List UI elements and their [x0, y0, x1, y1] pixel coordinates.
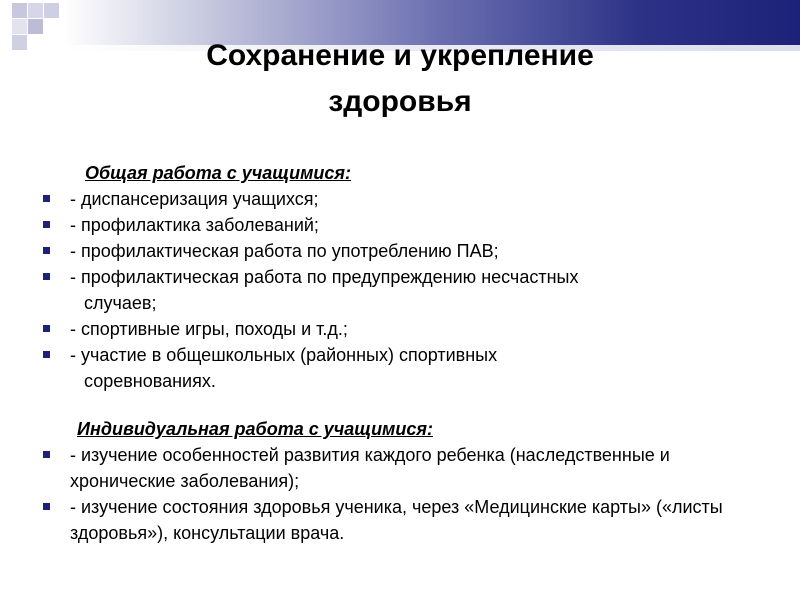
list-item-text: - участие в общешкольных (районных) спортивных — [70, 345, 498, 365]
list-item — [40, 494, 760, 546]
section-heading-general: Общая работа с учащимися: — [85, 163, 352, 183]
decorative-square — [12, 19, 27, 34]
section-heading-individual: Индивидуальная работа с учащимися: — [77, 419, 433, 439]
list-item-text: - профилактическая работа по употреблению ПАВ; — [70, 241, 499, 261]
list-item — [40, 186, 760, 212]
square-bullet-icon — [43, 451, 50, 458]
bullet-list-general — [40, 186, 760, 394]
square-bullet-icon — [43, 221, 50, 228]
list-item-continuation: соревнованиях. — [84, 371, 216, 391]
bullet-list-individual — [40, 442, 760, 546]
list-item — [40, 212, 760, 238]
list-item-text: - спортивные игры, походы и т.д.; — [70, 319, 348, 339]
square-bullet-icon — [43, 325, 50, 332]
list-item-text: - изучение особенностей развития каждого ребенка (наследственные и хронические заболевания); — [70, 445, 670, 491]
list-item — [40, 264, 760, 316]
slide-title — [100, 33, 700, 125]
list-item — [40, 442, 760, 494]
slide-body — [40, 160, 760, 546]
decorative-square — [12, 35, 27, 50]
decorative-square — [12, 3, 27, 18]
decorative-square — [28, 3, 43, 18]
square-bullet-icon — [43, 351, 50, 358]
square-bullet-icon — [43, 195, 50, 202]
square-bullet-icon — [43, 273, 50, 280]
slide-title-line-1: Сохранение и укрепление — [206, 39, 594, 72]
decorative-square — [44, 3, 59, 18]
square-bullet-icon — [43, 247, 50, 254]
list-item-text: - профилактика заболеваний; — [70, 215, 319, 235]
list-item — [40, 316, 760, 342]
list-item-text: - изучение состояния здоровья ученика, через «Медицинские карты» («листы здоровья»), консультации врача. — [70, 497, 723, 543]
list-item — [40, 342, 760, 394]
square-bullet-icon — [43, 503, 50, 510]
list-item-continuation: случаев; — [84, 293, 157, 313]
list-item-text: - диспансеризация учащихся; — [70, 189, 319, 209]
list-item-text: - профилактическая работа по предупреждению несчастных — [70, 267, 579, 287]
slide-title-line-2: здоровья — [328, 85, 472, 118]
list-item — [40, 238, 760, 264]
decorative-square — [28, 19, 43, 34]
